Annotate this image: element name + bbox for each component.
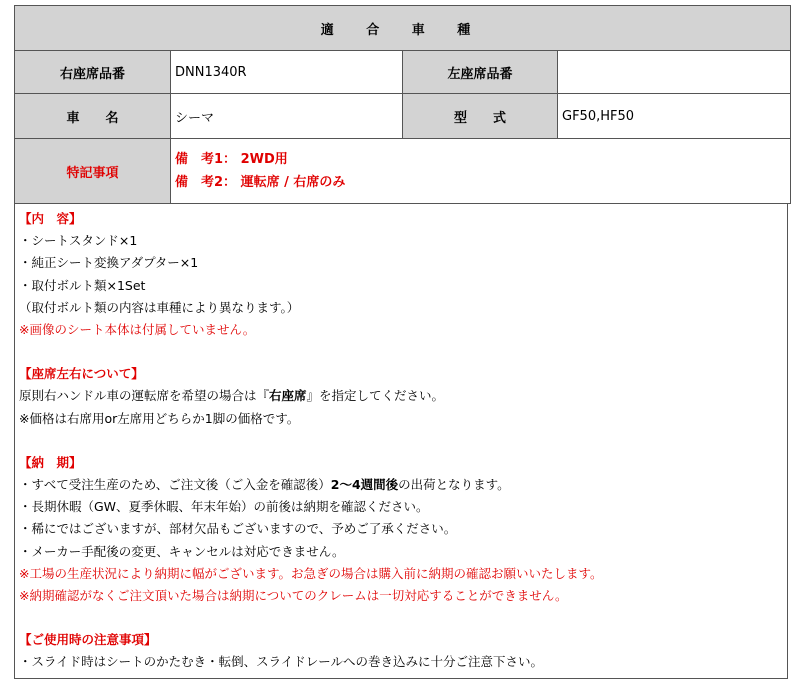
delivery-line-1-bold: 2～4週間後 xyxy=(330,477,399,493)
page-title: 適 合 車 種 xyxy=(15,6,791,51)
contents-item-3: ・取付ボルト類×1Set xyxy=(19,277,146,293)
delivery-line-4: ・メーカー手配後の変更、キャンセルは対応できません。 xyxy=(19,543,345,559)
delivery-heading: 【納 期】 xyxy=(19,454,82,470)
contents-item-2: ・純正シート変換アダプター×1 xyxy=(19,255,199,271)
contents-heading: 【内 容】 xyxy=(19,211,82,226)
right-seat-label: 右座席品番 xyxy=(15,51,171,94)
special-note-1: 備 考1： 2WD用 xyxy=(175,152,288,167)
delivery-warning-1: ※工場の生産状況により納期に幅がございます。お急ぎの場合は購入前に納期の確認お願いいたします。 xyxy=(19,565,603,581)
delivery-line-1-post: の出荷となります。 xyxy=(398,477,510,493)
delivery-line-2: ・長期休暇（GW、夏季休暇、年末年始）の前後は納期を確認ください。 xyxy=(19,499,429,515)
side-heading: 【座席左右について】 xyxy=(19,366,144,382)
left-seat-label: 左座席品番 xyxy=(403,51,558,94)
car-name-value: シーマ xyxy=(171,94,403,139)
contents-item-1: ・シートスタンド×1 xyxy=(19,233,138,249)
car-name-label: 車 名 xyxy=(15,94,171,139)
delivery-line-1-pre: ・すべて受注生産のため、ご注文後（ご入金を確認後） xyxy=(19,477,331,493)
contents-item-4: （取付ボルト類の内容は車種により異なります。） xyxy=(19,299,300,315)
spec-table xyxy=(14,5,791,204)
usage-heading: 【ご使用時の注意事項】 xyxy=(19,632,157,648)
special-note-2: 備 考2： 運転席 / 右席のみ xyxy=(175,175,346,190)
side-line-2: ※価格は右席用or左席用どちらか1脚の価格です。 xyxy=(19,410,300,426)
side-line-1-bold: 右座席 xyxy=(269,388,307,404)
usage-line-1: ・スライド時はシートのかたむき・転倒、スライドレールへの巻き込みに十分ご注意下さい。 xyxy=(19,654,544,670)
delivery-line-3: ・稀にではございますが、部材欠品もございますので、予めご了承ください。 xyxy=(19,521,457,537)
delivery-warning-2: ※納期確認がなくご注文頂いた場合は納期についてのクレームは一切対応することができません。 xyxy=(19,588,568,604)
side-line-1-post: 』を指定してください。 xyxy=(306,388,445,404)
special-notes xyxy=(171,139,791,204)
fitment-sheet xyxy=(14,5,790,679)
contents-warning: ※画像のシート本体は付属していません。 xyxy=(19,322,256,338)
details-panel xyxy=(14,204,788,679)
left-seat-value xyxy=(558,51,791,94)
side-line-1-pre: 原則右ハンドル車の運転席を希望の場合は『 xyxy=(19,388,270,404)
model-value: GF50,HF50 xyxy=(558,94,791,139)
right-seat-value: DNN1340R xyxy=(171,51,403,94)
side-line-1 xyxy=(19,385,783,407)
model-label: 型 式 xyxy=(403,94,558,139)
special-label: 特記事項 xyxy=(15,139,171,204)
delivery-line-1 xyxy=(19,474,783,496)
